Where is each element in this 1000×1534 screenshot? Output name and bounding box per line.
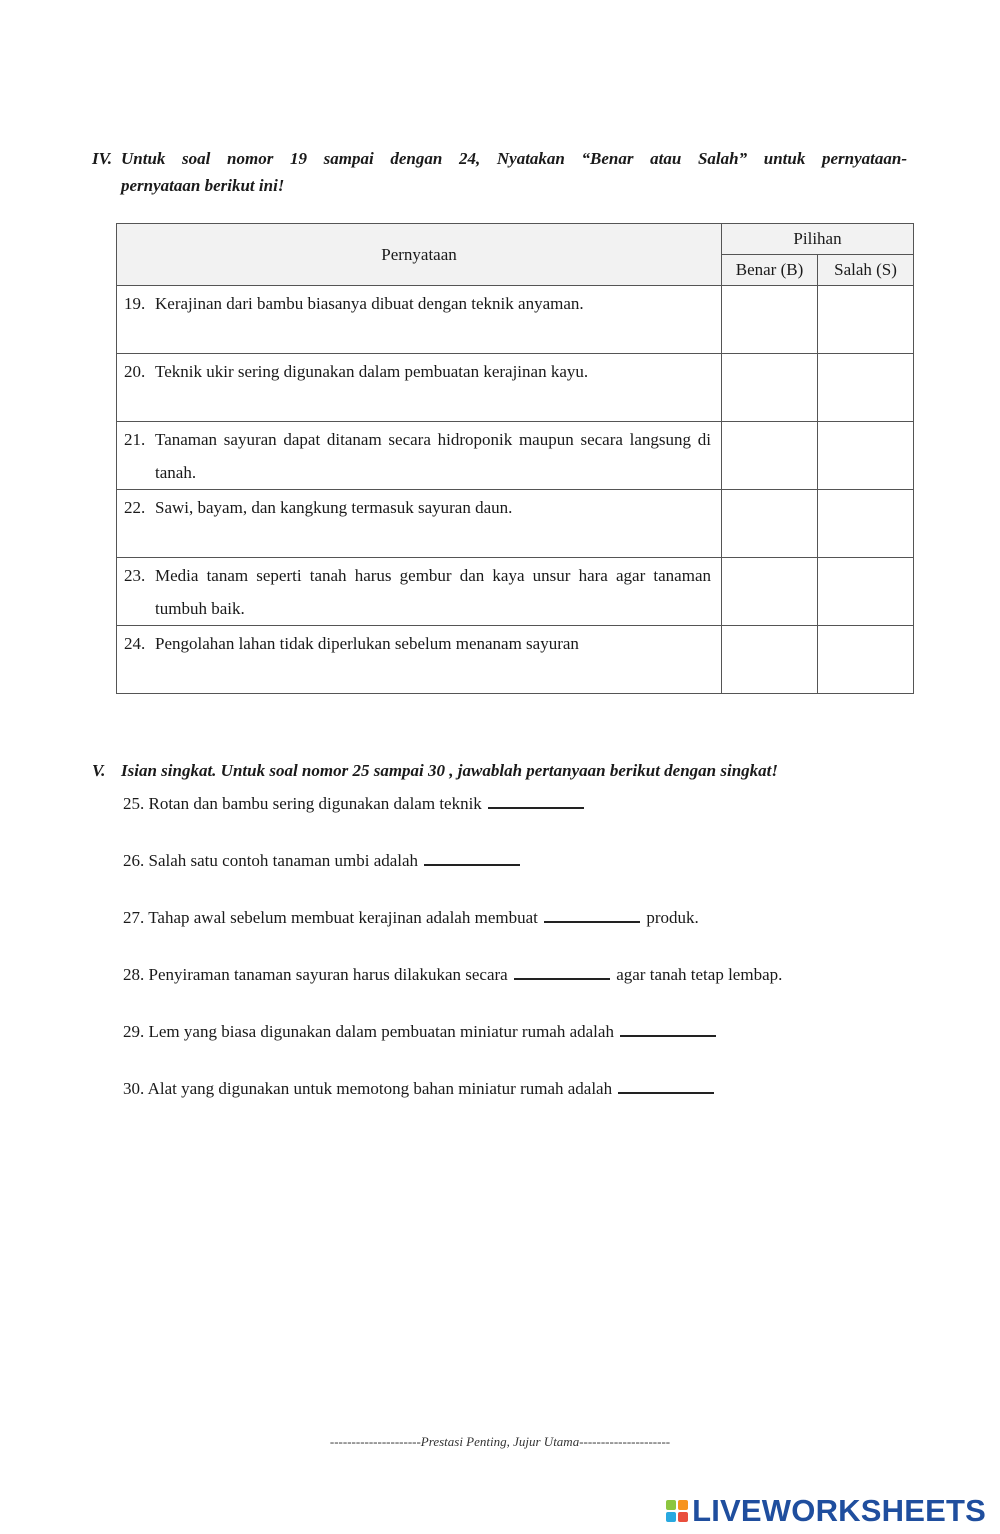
statement-text: Sawi, bayam, dan kangkung termasuk sayuran daun.	[155, 498, 513, 517]
liveworksheets-icon	[666, 1500, 688, 1522]
short-answer-list	[123, 790, 782, 1132]
question-text-after: produk.	[646, 908, 699, 927]
answer-blank-28[interactable]	[514, 961, 610, 980]
answer-cell-false-22[interactable]	[818, 490, 914, 558]
answer-cell-true-19[interactable]	[722, 286, 818, 354]
statement-number: 19.	[124, 294, 146, 313]
question-number: 29.	[123, 1022, 145, 1041]
table-row	[117, 490, 914, 558]
answer-blank-30[interactable]	[618, 1075, 714, 1094]
answer-blank-27[interactable]	[544, 904, 640, 923]
logo-text: LIVEWORKSHEETS	[692, 1493, 986, 1528]
statement-number: 22.	[124, 498, 146, 517]
question-text: Rotan dan bambu sering digunakan dalam teknik	[148, 794, 482, 813]
question-number: 28.	[123, 965, 145, 984]
table-row	[117, 354, 914, 422]
statement-text: Kerajinan dari bambu biasanya dibuat dengan teknik anyaman.	[155, 294, 584, 313]
answer-cell-false-19[interactable]	[818, 286, 914, 354]
section-iv-number: IV.	[92, 149, 113, 168]
answer-cell-false-23[interactable]	[818, 558, 914, 626]
question-number: 26.	[123, 851, 145, 870]
header-true: Benar (B)	[722, 255, 818, 286]
list-item	[123, 1075, 782, 1132]
list-item	[123, 961, 782, 1018]
answer-cell-false-20[interactable]	[818, 354, 914, 422]
answer-cell-true-20[interactable]	[722, 354, 818, 422]
header-choice: Pilihan	[722, 224, 914, 255]
section-v-instruction	[92, 757, 907, 784]
question-text: Tahap awal sebelum membuat kerajinan adalah membuat	[148, 908, 538, 927]
section-iv-instruction-line2: pernyataan berikut ini!	[121, 176, 285, 195]
question-text: Salah satu contoh tanaman umbi adalah	[148, 851, 419, 870]
answer-cell-false-24[interactable]	[818, 626, 914, 694]
section-v-number: V.	[92, 761, 106, 780]
list-item	[123, 847, 782, 904]
statement-text: Tanaman sayuran dapat ditanam secara hidroponik maupun secara langsung di tanah.	[155, 430, 711, 482]
question-text-after: agar tanah tetap lembap.	[616, 965, 783, 984]
section-v-instruction-text: Isian singkat. Untuk soal nomor 25 sampai 30 , jawablah pertanyaan berikut dengan singkat!	[121, 761, 779, 780]
statement-number: 21.	[124, 430, 146, 449]
statement-text: Teknik ukir sering digunakan dalam pembuatan kerajinan kayu.	[155, 362, 589, 381]
question-text: Penyiraman tanaman sayuran harus dilakukan secara	[148, 965, 508, 984]
answer-blank-26[interactable]	[424, 847, 520, 866]
list-item	[123, 904, 782, 961]
header-false: Salah (S)	[818, 255, 914, 286]
statement-number: 24.	[124, 634, 146, 653]
true-false-table	[116, 223, 914, 694]
table-row	[117, 626, 914, 694]
question-text: Alat yang digunakan untuk memotong bahan miniatur rumah adalah	[147, 1079, 613, 1098]
table-row	[117, 286, 914, 354]
page-footer-motto: ---------------------Prestasi Penting, Jujur Utama---------------------	[329, 1434, 671, 1449]
answer-cell-true-24[interactable]	[722, 626, 818, 694]
answer-cell-true-22[interactable]	[722, 490, 818, 558]
statement-number: 20.	[124, 362, 146, 381]
answer-cell-true-23[interactable]	[722, 558, 818, 626]
list-item	[123, 790, 782, 847]
answer-cell-false-21[interactable]	[818, 422, 914, 490]
statement-text: Media tanam seperti tanah harus gembur dan kaya unsur hara agar tanaman tumbuh baik.	[155, 566, 711, 618]
liveworksheets-logo[interactable]	[666, 1493, 986, 1529]
header-statement: Pernyataan	[117, 224, 722, 286]
question-number: 27.	[123, 908, 145, 927]
table-row	[117, 558, 914, 626]
statement-number: 23.	[124, 566, 146, 585]
question-number: 30.	[123, 1079, 145, 1098]
answer-blank-25[interactable]	[488, 790, 584, 809]
table-row	[117, 422, 914, 490]
list-item	[123, 1018, 782, 1075]
statement-text: Pengolahan lahan tidak diperlukan sebelum menanam sayuran	[155, 634, 579, 653]
question-number: 25.	[123, 794, 145, 813]
question-text: Lem yang biasa digunakan dalam pembuatan miniatur rumah adalah	[148, 1022, 614, 1041]
section-iv-instruction-line1: Untuk soal nomor 19 sampai dengan 24, Nyatakan “Benar atau Salah” untuk pernyataan-	[121, 149, 907, 168]
section-iv-instruction	[92, 145, 907, 199]
answer-cell-true-21[interactable]	[722, 422, 818, 490]
answer-blank-29[interactable]	[620, 1018, 716, 1037]
